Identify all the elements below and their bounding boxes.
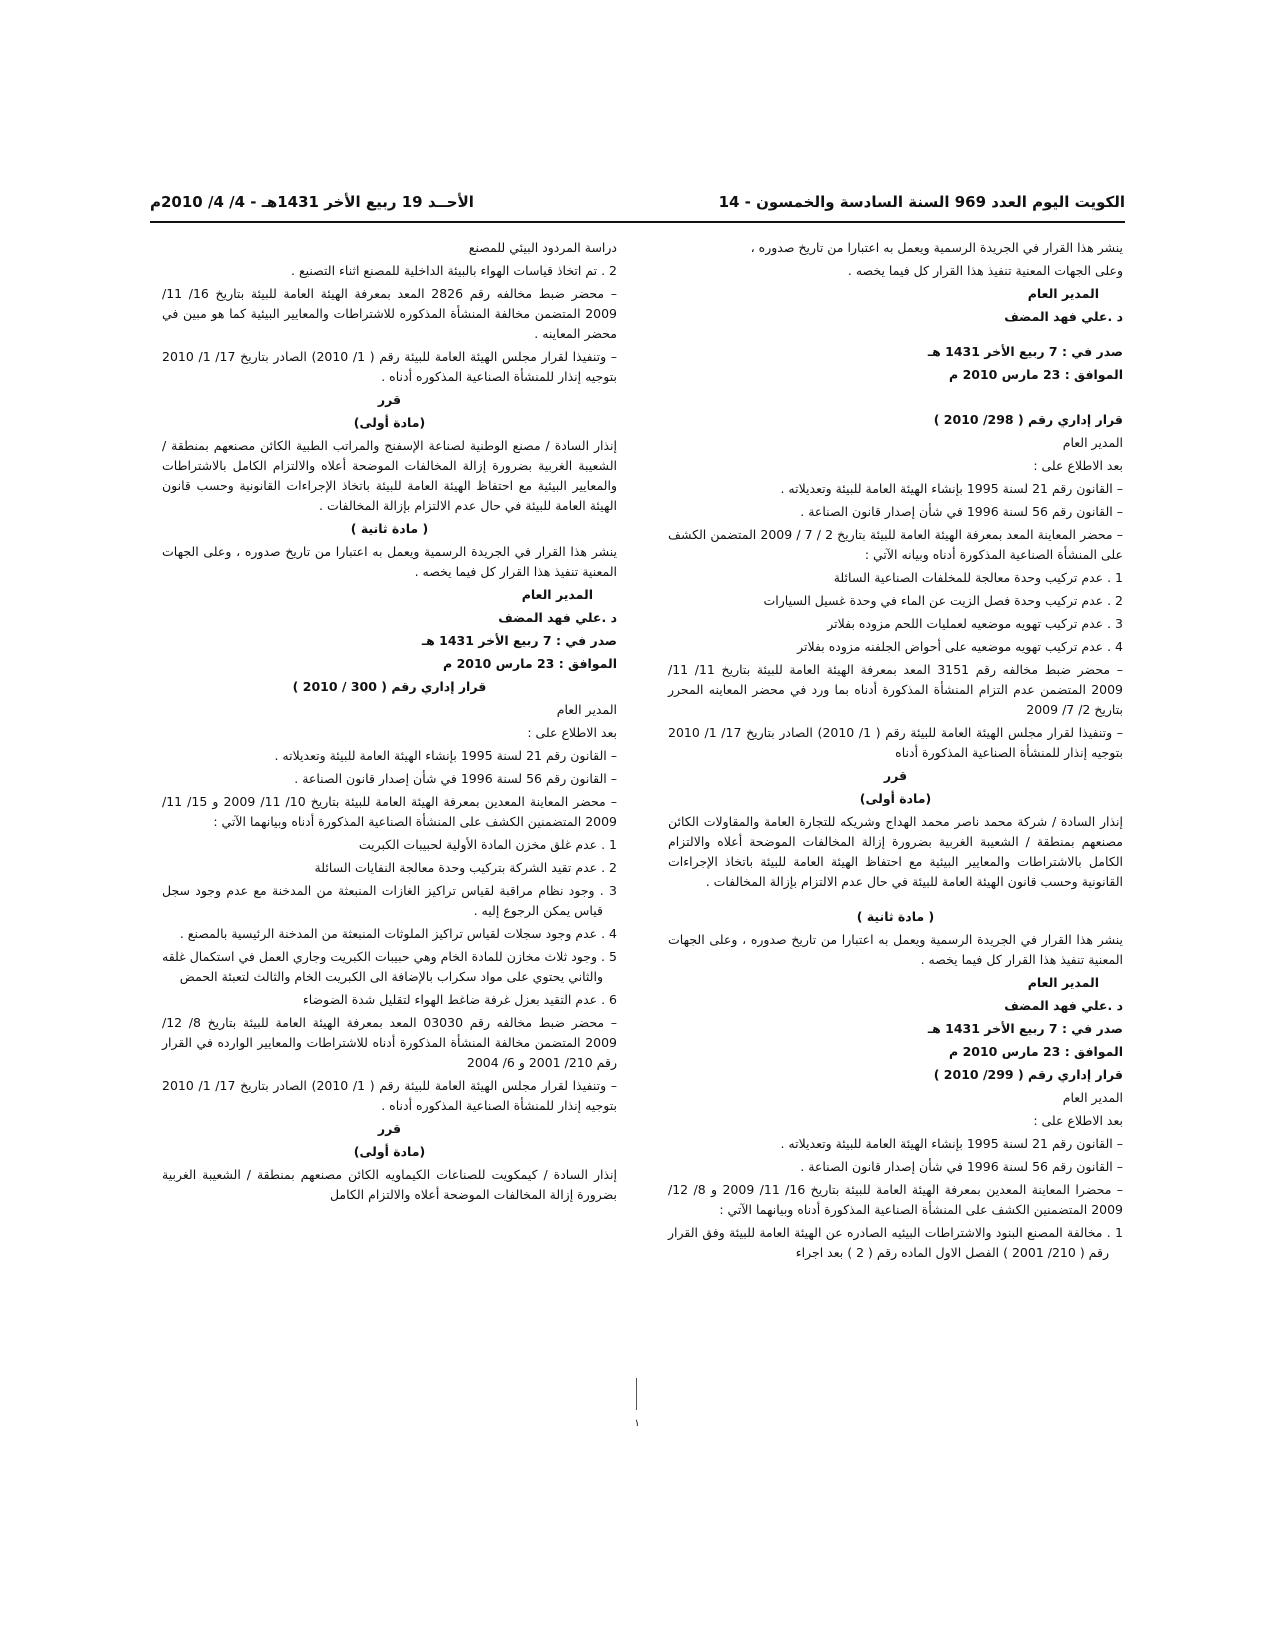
law-reference: – القانون رقم 56 لسنة 1996 في شأن إصدار قانون الصناعة .	[294, 771, 617, 786]
inspection-report: – محضر المعاينة المعدين بمعرفة الهيئة العامة للبيئة بتاريخ 10/ 11/ 2009 و 15/ 11/ 2009 المتضمنين الكشف على المنشأة الصناعية المذكورة أدناه وبيانهما الآتي :	[162, 794, 618, 829]
preamble: بعد الاطلاع على :	[1033, 1113, 1123, 1128]
issue-date-gregorian: الموافق : 23 مارس 2010 م	[443, 656, 617, 671]
preamble: بعد الاطلاع على :	[1033, 458, 1123, 473]
violation-item: 5 . وجود ثلاث مخازن للمادة الخام وهي حبيبات الكبريت وجاري العمل في استكمال غلقه والثاني يحتوي على مواد سكراب بالإضافة الى الكبريت الخام والثالث لتعبئة الحمض	[162, 949, 617, 984]
decision-title: قرار إداري رقم ( 299/ 2010 )	[933, 1067, 1123, 1082]
header-issue-info: الكويت اليوم العدد 969 السنة السادسة والخمسون - 14	[718, 193, 1125, 211]
publication-clause: وعلى الجهات المعنية تنفيذ هذا القرار كل فيما يخصه .	[847, 263, 1123, 278]
decision-title: قرار إداري رقم ( 300 / 2010 )	[292, 679, 487, 694]
inspection-report: – محضر المعاينة المعد بمعرفة الهيئة العامة للبيئة بتاريخ 2 / 7 / 2009 المتضمن الكشف على المنشأة الصناعية المذكورة أدناه وبيانه الآتي :	[668, 527, 1123, 562]
violation-item: 3 . عدم تركيب تهويه موضعيه لعمليات اللحم مزوده بفلاتر	[827, 616, 1123, 631]
violation-item: 2 . تم اتخاذ قياسات الهواء بالبيئة الداخلية للمصنع اثناء التصنيع .	[291, 263, 617, 278]
law-reference: – القانون رقم 21 لسنة 1995 بإنشاء الهيئة العامة للبيئة وتعديلاته .	[780, 1136, 1123, 1151]
violation-item: 2 . عدم تركيب وحدة فصل الزيت عن الماء في وحدة غسيل السيارات	[763, 593, 1123, 608]
signature-name: د .علي فهد المضف	[1004, 309, 1123, 324]
right-column	[668, 238, 1123, 1266]
violation-record: – محضر ضبط مخالفه رقم 2826 المعد بمعرفة الهيئة العامة للبيئة بتاريخ 16/ 11/ 2009 المتضمن مخالفة المنشأة المذكوره للاشتراطات والمعايير البيئية كما هو مبين في محضر المعاينه .	[162, 286, 618, 341]
violation-item: 1 . عدم تركيب وحدة معالجة للمخلفات الصناعية السائلة	[833, 570, 1123, 585]
decision-title: قرار إداري رقم ( 298/ 2010 )	[933, 412, 1123, 427]
article-text: إنذار السادة / مصنع الوطنية لصناعة الإسفنج والمراتب الطبية الكائن مصنعهم بمنطقة / الشعيبة الغربية بضرورة إزالة المخالفات الموضحة أعلاه والالتزام الكامل بالاشتراطات والمعايير البيئية مع احتفاظ الهيئة العامة للبيئة باتخاذ الإجراءات القانونية وحسب قانون الهيئة العامة للبيئة في حال عدم الالتزام بإزالة المخالفات .	[162, 438, 617, 513]
article-heading: (مادة أولى)	[353, 1144, 426, 1159]
law-reference: – القانون رقم 56 لسنة 1996 في شأن إصدار قانون الصناعة .	[800, 1159, 1123, 1174]
violation-item: 6 . عدم التقيد بعزل غرفة ضاغط الهواء لتقليل شدة الضوضاء	[302, 992, 617, 1007]
issue-date-hijri: صدر في : 7 ربيع الأخر 1431 هـ	[927, 344, 1123, 359]
header-date: الأحــد 19 ربيع الأخر 1431هـ - 4/ 4/ 2010م	[150, 193, 474, 211]
signature-title: المدير العام	[521, 587, 593, 602]
violation-record: – محضر ضبط مخالفه رقم 3151 المعد بمعرفة الهيئة العامة للبيئة بتاريخ 11/ 11/ 2009 المتضمن عدم التزام المنشأة المذكورة أدناه بما ورد في محضر المعاينه المحرر بتاريخ 2/ 7/ 2009	[668, 662, 1124, 717]
publication-clause: ينشر هذا القرار في الجريدة الرسمية ويعمل به اعتبارا من تاريخ صدوره ،	[750, 240, 1123, 255]
execution-clause: – وتنفيذا لقرار مجلس الهيئة العامة للبيئة رقم ( 1/ 2010) الصادر بتاريخ 17/ 1/ 2010 بتوجيه إنذار للمنشأة الصناعية المذكوره أدناه .	[162, 349, 618, 384]
execution-clause: – وتنفيذا لقرار مجلس الهيئة العامة للبيئة رقم ( 1/ 2010) الصادر بتاريخ 17/ 1/ 2010 بتوجيه إنذار للمنشأة الصناعية المذكوره أدناه .	[162, 1078, 618, 1113]
law-reference: – القانون رقم 56 لسنة 1996 في شأن إصدار قانون الصناعة .	[800, 504, 1123, 519]
director-general-label: المدير العام	[1062, 1090, 1123, 1105]
page-number: ١	[634, 1418, 640, 1429]
preamble: بعد الاطلاع على :	[527, 725, 617, 740]
decided-heading: قرر	[883, 768, 908, 783]
violation-item: 3 . وجود نظام مراقبة لقياس تراكيز الغازات المنبعثة من المدخنة مع عدم وجود سجل قياس يمكن الرجوع إليه .	[162, 883, 617, 918]
signature-title: المدير العام	[1027, 286, 1099, 301]
continued-text: دراسة المردود البيئي للمصنع	[468, 240, 617, 255]
article-text: إنذار السادة / شركة محمد ناصر محمد الهداج وشريكه للتجارة العامة والمقاولات الكائن مصنعهم بمنطقة / الشعيبة الغربية بضرورة إزالة المخالفات الموضحة أعلاه والالتزام الكامل بالاشتراطات والمعايير البيئية مع احتفاظ الهيئة العامة للبيئة باتخاذ الإجراءات القانونية وحسب قانون الهيئة العامة للبيئة في حال عدم الالتزام بإزالة المخالفات .	[668, 814, 1123, 889]
violation-item: 4 . عدم وجود سجلات لقياس تراكيز الملوثات المنبعثة من المدخنة الرئيسية بالمصنع .	[179, 926, 617, 941]
director-general-label: المدير العام	[1062, 435, 1123, 450]
issue-date-gregorian: الموافق : 23 مارس 2010 م	[949, 367, 1123, 382]
signature-title: المدير العام	[1027, 975, 1099, 990]
article-heading: ( مادة ثانية )	[856, 909, 935, 924]
article-heading: ( مادة ثانية )	[350, 521, 429, 536]
column-divider	[636, 1378, 637, 1410]
decided-heading: قرر	[377, 1121, 402, 1136]
issue-date-gregorian: الموافق : 23 مارس 2010 م	[949, 1044, 1123, 1059]
violation-item: 2 . عدم تقيد الشركة بتركيب وحدة معالجة النفايات السائلة	[314, 860, 617, 875]
article-heading: (مادة أولى)	[859, 791, 932, 806]
signature-name: د .علي فهد المضف	[498, 610, 617, 625]
inspection-report: – محضرا المعاينة المعدين بمعرفة الهيئة العامة للبيئة بتاريخ 16/ 11/ 2009 و 8/ 12/ 2009 المتضمنين الكشف على المنشأة الصناعية المذكورة أدناه وبيانهما الآتي :	[668, 1182, 1124, 1217]
execution-clause: – وتنفيذا لقرار مجلس الهيئة العامة للبيئة رقم ( 1/ 2010) الصادر بتاريخ 17/ 1/ 2010 بتوجيه إنذار للمنشأة الصناعية المذكورة أدناه	[668, 725, 1124, 760]
decided-heading: قرر	[377, 392, 402, 407]
page-header	[150, 185, 1125, 223]
law-reference: – القانون رقم 21 لسنة 1995 بإنشاء الهيئة العامة للبيئة وتعديلاته .	[780, 481, 1123, 496]
issue-date-hijri: صدر في : 7 ربيع الأخر 1431 هـ	[927, 1021, 1123, 1036]
law-reference: – القانون رقم 21 لسنة 1995 بإنشاء الهيئة العامة للبيئة وتعديلاته .	[274, 748, 617, 763]
director-general-label: المدير العام	[556, 702, 617, 717]
article-text: إنذار السادة / كيمكويت للصناعات الكيماويه الكائن مصنعهم بمنطقة / الشعيبة الغربية بضرورة إزالة المخالفات الموضحة أعلاه والالتزام الكامل	[162, 1167, 617, 1202]
issue-date-hijri: صدر في : 7 ربيع الأخر 1431 هـ	[421, 633, 617, 648]
signature-name: د .علي فهد المضف	[1004, 998, 1123, 1013]
violation-record: – محضر ضبط مخالفه رقم 03030 المعد بمعرفة الهيئة العامة للبيئة بتاريخ 8/ 12/ 2009 المتضمن مخالفة المنشأة المذكورة أدناه للاشتراطات والمعايير الوارده في القرار رقم 210/ 2001 و 6/ 2004	[162, 1015, 618, 1070]
left-column	[162, 238, 617, 1208]
article-text: ينشر هذا القرار في الجريدة الرسمية ويعمل به اعتبارا من تاريخ صدوره ، وعلى الجهات المعنية تنفيذ هذا القرار كل فيما يخصه .	[668, 932, 1123, 967]
violation-item: 1 . عدم غلق مخزن المادة الأولية لحبيبات الكبريت	[358, 837, 617, 852]
violation-item: 1 . مخالفة المصنع البنود والاشتراطات البيئيه الصادره عن الهيئة العامة للبيئة وفق القرار رقم ( 210/ 2001 ) الفصل الاول الماده رقم ( 2 ) بعد اجراء	[668, 1225, 1123, 1260]
violation-item: 4 . عدم تركيب تهويه موضعيه على أحواض الجلفنه مزوده بفلاتر	[797, 639, 1123, 654]
article-heading: (مادة أولى)	[353, 415, 426, 430]
article-text: ينشر هذا القرار في الجريدة الرسمية ويعمل به اعتبارا من تاريخ صدوره ، وعلى الجهات المعنية تنفيذ هذا القرار كل فيما يخصه .	[162, 544, 617, 579]
